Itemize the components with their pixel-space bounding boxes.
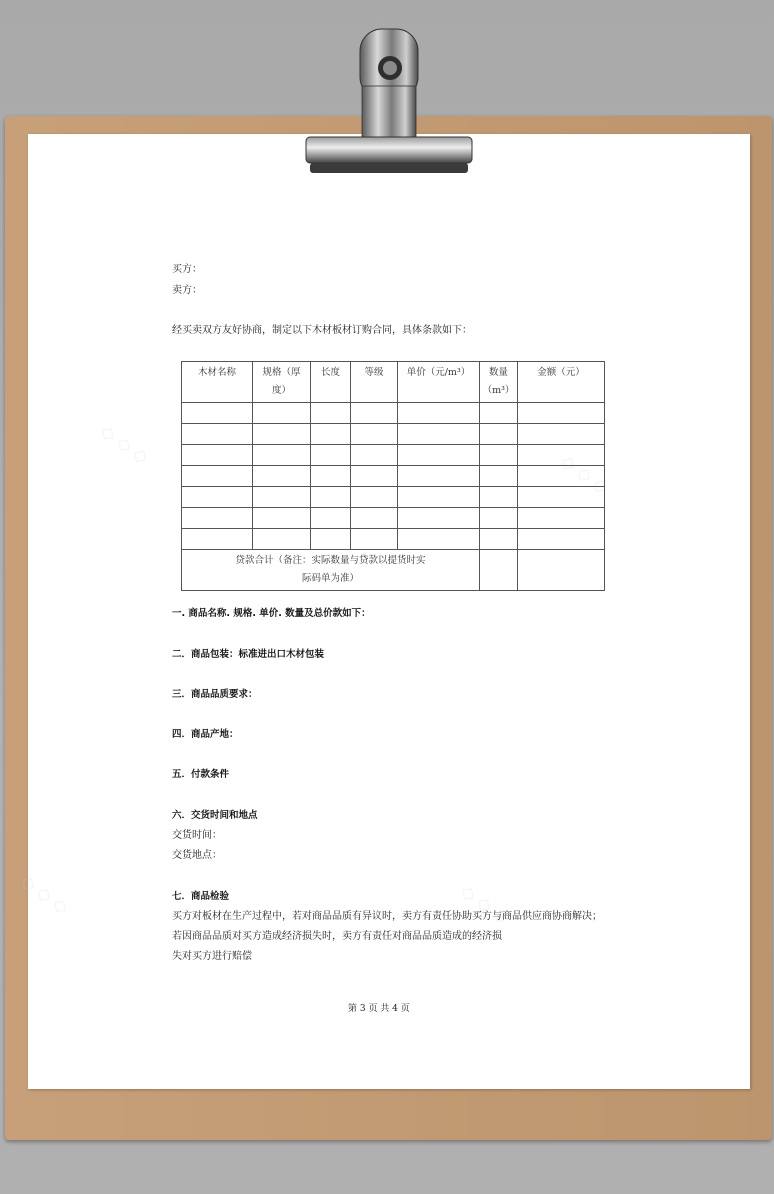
table-cell	[518, 529, 605, 550]
inspection-line: 若因商品品质对买方造成经济损失时，卖方有责任对商品品质造成的经济损	[172, 931, 502, 942]
table-cell	[398, 466, 480, 487]
section-title: 三．商品品质要求：	[172, 689, 258, 700]
table-cell	[311, 403, 351, 424]
column-header: 数量 （m³）	[480, 362, 518, 403]
table-cell	[480, 445, 518, 466]
table-cell	[182, 466, 253, 487]
table-cell	[182, 445, 253, 466]
table-row	[182, 529, 605, 550]
table-cell	[518, 487, 605, 508]
section-title: 六．交货时间和地点	[172, 810, 258, 821]
table-cell	[351, 529, 398, 550]
table-cell	[182, 487, 253, 508]
table-cell	[351, 508, 398, 529]
seller-label: 卖方：	[172, 285, 202, 296]
table-cell	[480, 466, 518, 487]
table-cell	[253, 529, 311, 550]
table-cell	[351, 445, 398, 466]
table-cell	[480, 550, 518, 591]
table-cell	[518, 445, 605, 466]
section-title: 五．付款条件	[172, 769, 230, 780]
table-cell	[351, 403, 398, 424]
table-cell	[480, 529, 518, 550]
watermark: ◇ ◇ ◇	[556, 450, 613, 499]
table-cell	[518, 403, 605, 424]
column-header: 金额（元）	[518, 362, 605, 403]
delivery-place-label: 交货地点：	[172, 850, 222, 861]
table-cell	[480, 403, 518, 424]
table-cell	[398, 424, 480, 445]
table-cell	[253, 487, 311, 508]
delivery-time-label: 交货时间：	[172, 830, 222, 841]
table-cell	[398, 403, 480, 424]
table-cell	[480, 508, 518, 529]
table-cell	[182, 424, 253, 445]
table-cell	[311, 466, 351, 487]
table-cell	[311, 424, 351, 445]
page-footer: 第 3 页 共 4 页	[348, 1004, 410, 1014]
table-cell	[182, 529, 253, 550]
table-cell	[311, 487, 351, 508]
table-row	[182, 487, 605, 508]
table-row	[182, 445, 605, 466]
table-cell	[253, 466, 311, 487]
watermark: ◇ ◇ ◇	[456, 880, 513, 929]
table-row	[182, 508, 605, 529]
table-cell	[398, 529, 480, 550]
section-title: 七．商品检验	[172, 891, 230, 902]
table-cell	[253, 508, 311, 529]
table-cell	[311, 445, 351, 466]
table-cell	[518, 466, 605, 487]
table-cell	[351, 466, 398, 487]
column-header: 长度	[311, 362, 351, 403]
section-title: 二．商品包装：标准进出口木材包装	[172, 649, 325, 660]
column-header: 木材名称	[182, 362, 253, 403]
contract-intro: 经买卖双方友好协商，制定以下木材板材订购合同，具体条款如下：	[172, 325, 472, 336]
watermark: ◇ ◇ ◇	[96, 420, 153, 469]
inspection-line: 买方对板材在生产过程中，若对商品品质有异议时，卖方有责任协助买方与商品供应商协商解决；	[172, 911, 602, 922]
table-cell	[518, 508, 605, 529]
table-cell	[398, 445, 480, 466]
table-cell	[480, 487, 518, 508]
table-cell	[253, 424, 311, 445]
section-title: 四．商品产地：	[172, 729, 239, 740]
column-header: 等级	[351, 362, 398, 403]
column-header: 规格（厚 度）	[253, 362, 311, 403]
document-page	[16, 134, 750, 1089]
table-header-row	[182, 362, 605, 403]
goods-table	[181, 361, 605, 591]
total-row	[182, 550, 605, 591]
buyer-label: 买方：	[172, 264, 202, 275]
table-cell	[351, 487, 398, 508]
table-cell	[398, 487, 480, 508]
table-cell	[311, 508, 351, 529]
section-title: 一. 商品名称. 规格. 单价. 数量及总价款如下：	[172, 608, 371, 619]
table-cell	[253, 445, 311, 466]
table-cell	[518, 424, 605, 445]
table-cell	[182, 508, 253, 529]
total-label: 贷款合计（备注：实际数量与贷款以提货时实 际码单为准）	[182, 550, 480, 591]
table-cell	[398, 508, 480, 529]
table-cell	[518, 550, 605, 591]
table-cell	[311, 529, 351, 550]
binder-clip-icon	[298, 24, 478, 179]
table-row	[182, 466, 605, 487]
table-cell	[351, 424, 398, 445]
table-row	[182, 403, 605, 424]
inspection-line: 失对买方进行赔偿	[172, 951, 252, 962]
watermark: ◇ ◇ ◇	[16, 870, 73, 919]
column-header: 单价（元/m³）	[398, 362, 480, 403]
table-cell	[253, 403, 311, 424]
table-cell	[480, 424, 518, 445]
table-row	[182, 424, 605, 445]
table-cell	[182, 403, 253, 424]
